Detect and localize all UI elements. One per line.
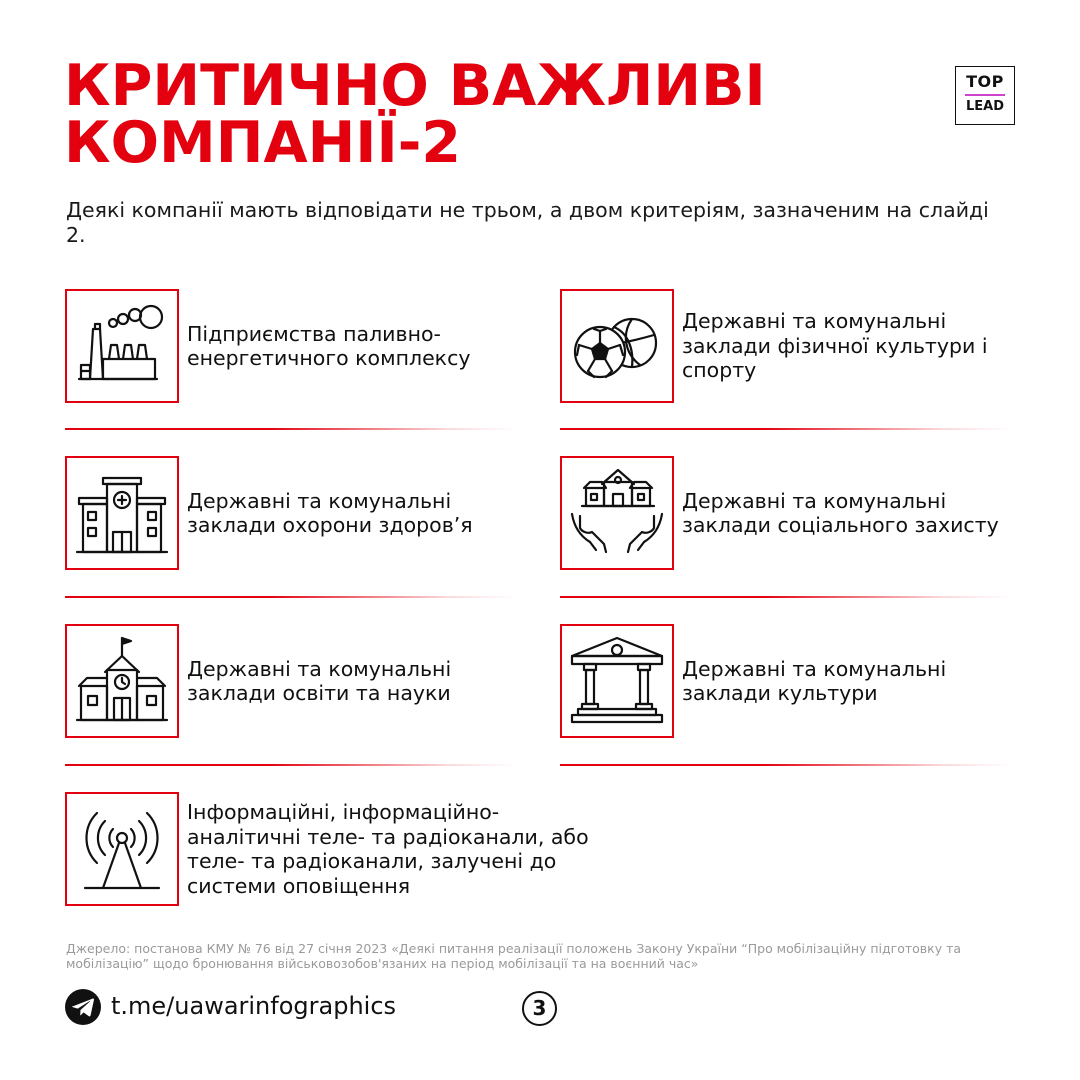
category-card-sport [560, 289, 1030, 403]
category-label: Державні та комунальні заклади освіти та науки [187, 656, 452, 705]
museum-icon [570, 634, 664, 728]
intro-text: Деякі компанії мають відповідати не трьом, а двом критеріям, зазначеним на слайді 2. [66, 198, 989, 247]
category-card-broadcasting [65, 792, 589, 906]
balls-icon [570, 299, 664, 393]
category-label: Державні та комунальні заклади охорони здоров’я [187, 488, 473, 537]
source-note: Джерело: постанова КМУ № 76 від 27 січня 2023 «Деякі питання реалізації положень Закону України “Про мобілізаційну підготовку та мобілізацію” щодо бронювання військовозобов'язаних на період мобілізації та на воєнний час» [66, 941, 962, 971]
category-label: Підприємства паливно-енергетичного комплексу [187, 321, 471, 370]
school-icon [75, 634, 169, 728]
icon-frame [560, 624, 674, 738]
page-title [64, 53, 924, 176]
icon-frame [65, 456, 179, 570]
category-card-culture [560, 624, 1030, 738]
radio-tower-icon [75, 802, 169, 896]
social-care-icon [570, 466, 664, 560]
divider [560, 596, 1010, 598]
title-line-1: КРИТИЧНО ВАЖЛИВІ [64, 53, 766, 119]
category-card-education [65, 624, 535, 738]
telegram-plane-icon [72, 998, 94, 1017]
category-label: Державні та комунальні заклади фізичної культури і спорту [682, 309, 988, 383]
icon-frame [560, 456, 674, 570]
category-card-healthcare [65, 456, 535, 570]
category-card-social-protection [560, 456, 1030, 570]
logo-top-text: TOP [966, 72, 1004, 91]
category-label: Державні та комунальні заклади соціального захисту [682, 488, 999, 537]
icon-frame [65, 289, 179, 403]
divider [65, 428, 515, 430]
page-number: 3 [522, 991, 557, 1026]
telegram-link[interactable]: t.me/uawarinfographics [111, 992, 397, 1020]
icon-frame [65, 792, 179, 906]
toplead-logo [955, 66, 1015, 125]
divider [65, 596, 515, 598]
logo-rule [965, 94, 1005, 96]
telegram-icon[interactable] [65, 989, 101, 1025]
factory-icon [75, 299, 169, 393]
title-line-2: КОМПАНІЇ-2 [64, 110, 462, 176]
divider [65, 764, 515, 766]
category-label: Інформаційні, інформаційно-аналітичні теле- та радіоканали, або теле- та радіоканали, залучені до системи оповіщення [187, 800, 589, 898]
divider [560, 764, 1010, 766]
logo-bottom-text: LEAD [965, 98, 1005, 114]
category-card-fuel-energy [65, 289, 535, 403]
category-label: Державні та комунальні заклади культури [682, 656, 947, 705]
icon-frame [560, 289, 674, 403]
icon-frame [65, 624, 179, 738]
divider [560, 428, 1010, 430]
hospital-icon [75, 466, 169, 560]
